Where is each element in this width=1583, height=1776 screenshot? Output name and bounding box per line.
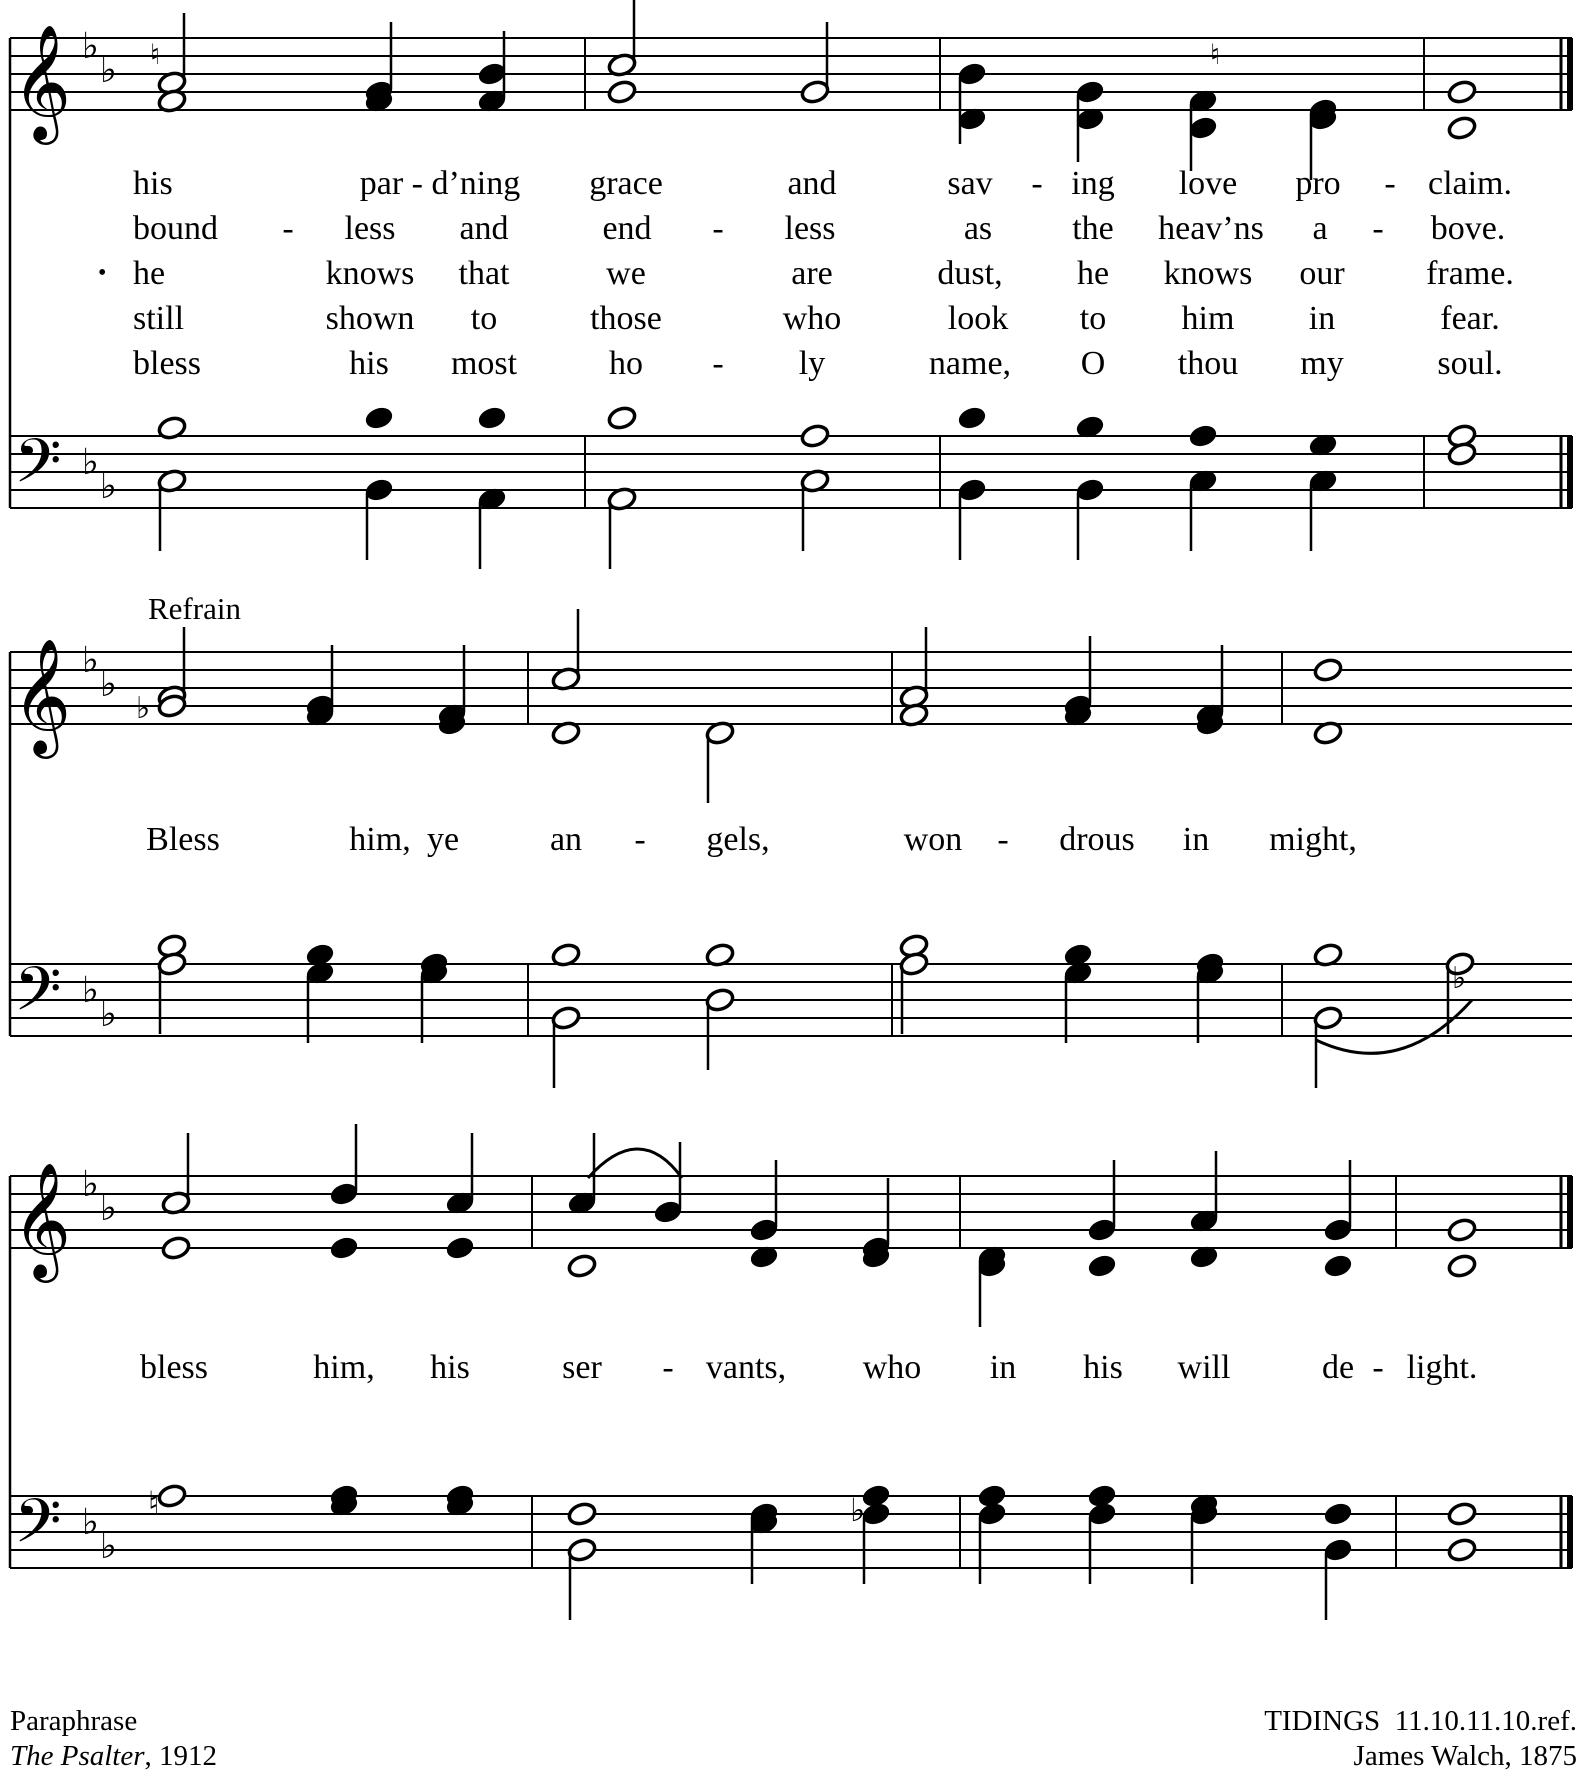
sys3-bass-note-18-notehead [1323, 1501, 1354, 1527]
lyric-v3-10: frame. [1426, 255, 1514, 292]
sys3-treble-note-9-notehead [653, 1199, 684, 1225]
sys3-flat-accidental-icon: ♭ [850, 1491, 866, 1529]
tune-meter: 11.10.11.10.ref. [1394, 1705, 1577, 1737]
sys3-bass-note-21-notehead [1447, 1537, 1478, 1563]
lyric-v4-10: fear. [1440, 300, 1500, 337]
lyric-v1-1: his [133, 165, 173, 202]
lyric-s2-9: drous [1059, 821, 1135, 858]
sys1-natural-icon-2: ♮ [150, 38, 161, 71]
lyric-v4-9: in [1308, 300, 1336, 337]
lyric-v4-1: still [133, 300, 185, 337]
lyric-s3-11: de [1321, 1349, 1355, 1386]
lyric-v3-1: he [133, 255, 166, 292]
sys1-treble-note-12-notehead [1075, 79, 1106, 105]
lyric-s3-8: in [989, 1349, 1017, 1386]
sys3-slur [588, 1149, 682, 1178]
sys1-bass-clef-icon: 𝄢 [14, 426, 62, 512]
lyric-v1-9: pro [1295, 165, 1341, 202]
sys3-natural-icon: ♮ [148, 1484, 160, 1522]
sys1-treble-note-19-notehead [1447, 115, 1478, 141]
lyric-v1-8: love [1178, 165, 1238, 202]
sys2-bass-flat-accidental-icon: ♭ [1452, 961, 1467, 996]
sys1-bass-note-4-notehead [364, 477, 395, 503]
lyric-v5-1: bless [133, 345, 201, 382]
sys3-treble-note-17-notehead [1087, 1253, 1118, 1279]
sys3-treble-note-10-notehead [749, 1217, 780, 1243]
sys1-treble-note-10-notehead [957, 61, 988, 87]
sys3-treble-note-4-notehead [329, 1235, 360, 1261]
lyric-v1-5: sav [947, 165, 993, 202]
sys2-bass-note-18-notehead [1313, 1005, 1344, 1031]
lyric-s2-8: - [997, 821, 1009, 858]
lyric-v3-2: knows [325, 255, 415, 292]
verse-marker: • [98, 260, 107, 286]
sys3-treble-note-16-notehead [1087, 1217, 1118, 1243]
lyric-s2-4: an [549, 821, 583, 858]
lyric-v5-11: soul. [1437, 345, 1503, 382]
source-year: , 1912 [144, 1740, 218, 1772]
composer: James Walch, 1875 [1353, 1740, 1577, 1772]
tune-name: TIDINGS [1264, 1705, 1381, 1737]
lyric-v2-5: end [602, 210, 652, 247]
lyric-v3-8: knows [1163, 255, 1253, 292]
sys3-bass-note-11-notehead [861, 1501, 892, 1527]
lyric-s3-1: bless [140, 1349, 208, 1386]
text-credit [10, 1704, 217, 1774]
lyric-s2-7: won [903, 821, 963, 858]
sys1-natural-icon: ♮ [1210, 38, 1221, 71]
sys1-flat-icon-4: ♭ [100, 466, 117, 507]
lyric-v3-3: that [458, 255, 510, 292]
sys1-bass-note-3-notehead [364, 405, 395, 431]
sys1-treble-clef-icon: 𝄞 [12, 23, 72, 140]
lyric-v1-3: grace [589, 165, 663, 202]
lyric-v1-11: claim. [1427, 165, 1513, 202]
sys2-flat-icon-2: ♭ [100, 664, 117, 705]
sys3-flat-icon-3: ♭ [82, 1502, 99, 1543]
sys3-treble-note-8-notehead [567, 1253, 598, 1279]
lyric-v3-5: are [791, 255, 833, 292]
lyric-v2-13: bove. [1430, 210, 1506, 247]
lyric-v5-2: his [349, 345, 389, 382]
sys3-bass-clef-icon: 𝄢 [14, 1486, 62, 1572]
sys3-bass-note-1-notehead [157, 1483, 188, 1509]
sys1-treble-note-18-notehead [1447, 79, 1478, 105]
lyric-v5-9: thou [1177, 345, 1239, 382]
text-source [10, 1739, 217, 1774]
lyric-v2-1: bound [133, 210, 218, 247]
sys3-flat-icon-1: ♭ [82, 1164, 99, 1205]
lyric-s3-10: will [1177, 1349, 1231, 1386]
lyric-v2-2: - [282, 210, 294, 247]
sys1-bass-note-9-notehead [800, 423, 831, 449]
sys2-treble-clef-icon: 𝄞 [12, 637, 72, 754]
lyric-s2-11: might, [1269, 821, 1357, 858]
sys2-flat-icon-1: ♭ [82, 640, 99, 681]
lyric-v2-3: less [344, 210, 396, 247]
lyric-v5-3: most [450, 345, 518, 382]
sys1-treble-note-9-notehead [800, 79, 831, 105]
lyric-v3-6: dust, [937, 255, 1003, 292]
lyric-s3-4: ser [562, 1349, 602, 1386]
lyric-v1-4: and [787, 165, 837, 202]
lyric-v5-5: - [712, 345, 724, 382]
lyric-s2-3: ye [426, 821, 460, 858]
sys1-bass-note-12-notehead [957, 477, 988, 503]
sys1-bass-note-11-notehead [957, 405, 988, 431]
lyric-s2-1: Bless [146, 821, 220, 858]
source-title: The Psalter [10, 1740, 145, 1772]
lyric-v1-10: - [1384, 165, 1396, 202]
lyric-v1-2: par - d’ning [359, 165, 521, 202]
lyric-v3-7: he [1076, 255, 1110, 292]
sys1-bass-note-5-notehead [477, 405, 508, 431]
sys1-flat-icon-2: ♭ [100, 50, 117, 91]
lyric-s3-2: him, [313, 1349, 375, 1386]
sys1-bass-note-7-notehead [607, 405, 638, 431]
lyric-v4-3: to [470, 300, 498, 337]
refrain-label: Refrain [148, 591, 241, 626]
lyric-s3-9: his [1083, 1349, 1123, 1386]
lyric-s2-5: - [634, 821, 646, 858]
sys2-bass-note-10-notehead [705, 987, 736, 1013]
lyric-s2-2: him, [349, 821, 411, 858]
sys2-flat-icon-3: ♭ [82, 970, 99, 1011]
lyric-v5-6: ly [798, 345, 826, 382]
lyric-v2-4: and [459, 210, 509, 247]
lyric-v2-6: - [712, 210, 724, 247]
text-type: Paraphrase [10, 1705, 138, 1737]
lyric-v4-8: him [1181, 300, 1235, 337]
sys3-treble-note-2-notehead [161, 1235, 192, 1261]
lyric-s3-13: light. [1406, 1349, 1478, 1386]
sys1-treble-note-15-notehead [1188, 115, 1219, 141]
sys1-treble-note-6-notehead [477, 61, 508, 87]
lyric-v1-6: - [1031, 165, 1043, 202]
sys2-bass-note-8-notehead [551, 1005, 582, 1031]
sys3-treble-note-22-notehead [1447, 1217, 1478, 1243]
sys3-treble-note-20-notehead [1323, 1217, 1354, 1243]
lyric-v3-4: we [606, 255, 646, 292]
sys2-treble-note-16-notehead [1313, 657, 1344, 683]
tune-line [1264, 1704, 1577, 1739]
lyric-v2-9: the [1072, 210, 1114, 247]
sys2-flat-accidental-icon: ♭ [136, 691, 151, 726]
lyric-s2-6: gels, [706, 821, 770, 858]
lyric-v4-4: those [590, 300, 662, 337]
lyric-v5-10: my [1300, 345, 1344, 382]
lyric-v5-4: ho [609, 345, 643, 382]
lyric-v2-12: - [1372, 210, 1384, 247]
sys3-bass-note-6-notehead [567, 1501, 598, 1527]
sys3-bass-note-13-notehead [977, 1501, 1008, 1527]
lyric-s3-6: vants, [705, 1349, 787, 1386]
sys2-bass-clef-icon: 𝄢 [14, 954, 62, 1040]
lyric-s2-10: in [1182, 821, 1210, 858]
sys1-bass-note-15-notehead [1188, 423, 1219, 449]
sys3-flat-icon-4: ♭ [100, 1526, 117, 1567]
lyric-v4-2: shown [325, 300, 415, 337]
sys3-treble-note-21-notehead [1323, 1253, 1354, 1279]
lyric-v2-11: a [1312, 210, 1328, 247]
lyric-s3-5: - [662, 1349, 674, 1386]
lyric-v2-10: heav’ns [1158, 210, 1264, 247]
lyric-v4-5: who [782, 300, 842, 337]
lyric-v2-8: as [963, 210, 993, 247]
lyric-v5-7: name, [928, 345, 1012, 382]
lyric-v2-7: less [784, 210, 836, 247]
lyric-v4-7: to [1079, 300, 1107, 337]
lyric-v3-9: our [1299, 255, 1345, 292]
sys3-treble-note-23-notehead [1447, 1253, 1478, 1279]
lyric-s3-3: his [430, 1349, 470, 1386]
sys1-bass-note-14-notehead [1075, 477, 1106, 503]
lyric-s3-12: - [1372, 1349, 1384, 1386]
sys3-bass-note-20-notehead [1447, 1501, 1478, 1527]
sys1-flat-icon-1: ♭ [82, 26, 99, 67]
lyric-s3-7: who [862, 1349, 922, 1386]
lyric-v5-8: O [1080, 345, 1106, 382]
sys1-treble-note-8-notehead [607, 79, 638, 105]
sys3-bass-note-19-notehead [1323, 1537, 1354, 1563]
sys1-bass-note-1-notehead [157, 415, 188, 441]
sys3-bass-note-7-notehead [567, 1537, 598, 1563]
sys3-bass-note-15-notehead [1087, 1501, 1118, 1527]
sys2-flat-icon-4: ♭ [100, 994, 117, 1035]
sys3-treble-clef-icon: 𝄞 [12, 1161, 72, 1278]
lyric-v4-6: look [947, 300, 1009, 337]
lyric-v1-7: ing [1071, 165, 1115, 202]
sys1-flat-icon-3: ♭ [82, 442, 99, 483]
sys3-flat-icon-2: ♭ [100, 1188, 117, 1229]
sys3-treble-note-3-notehead [329, 1181, 360, 1207]
sys3-treble-note-6-notehead [445, 1235, 476, 1261]
tune-credit [1264, 1704, 1577, 1774]
